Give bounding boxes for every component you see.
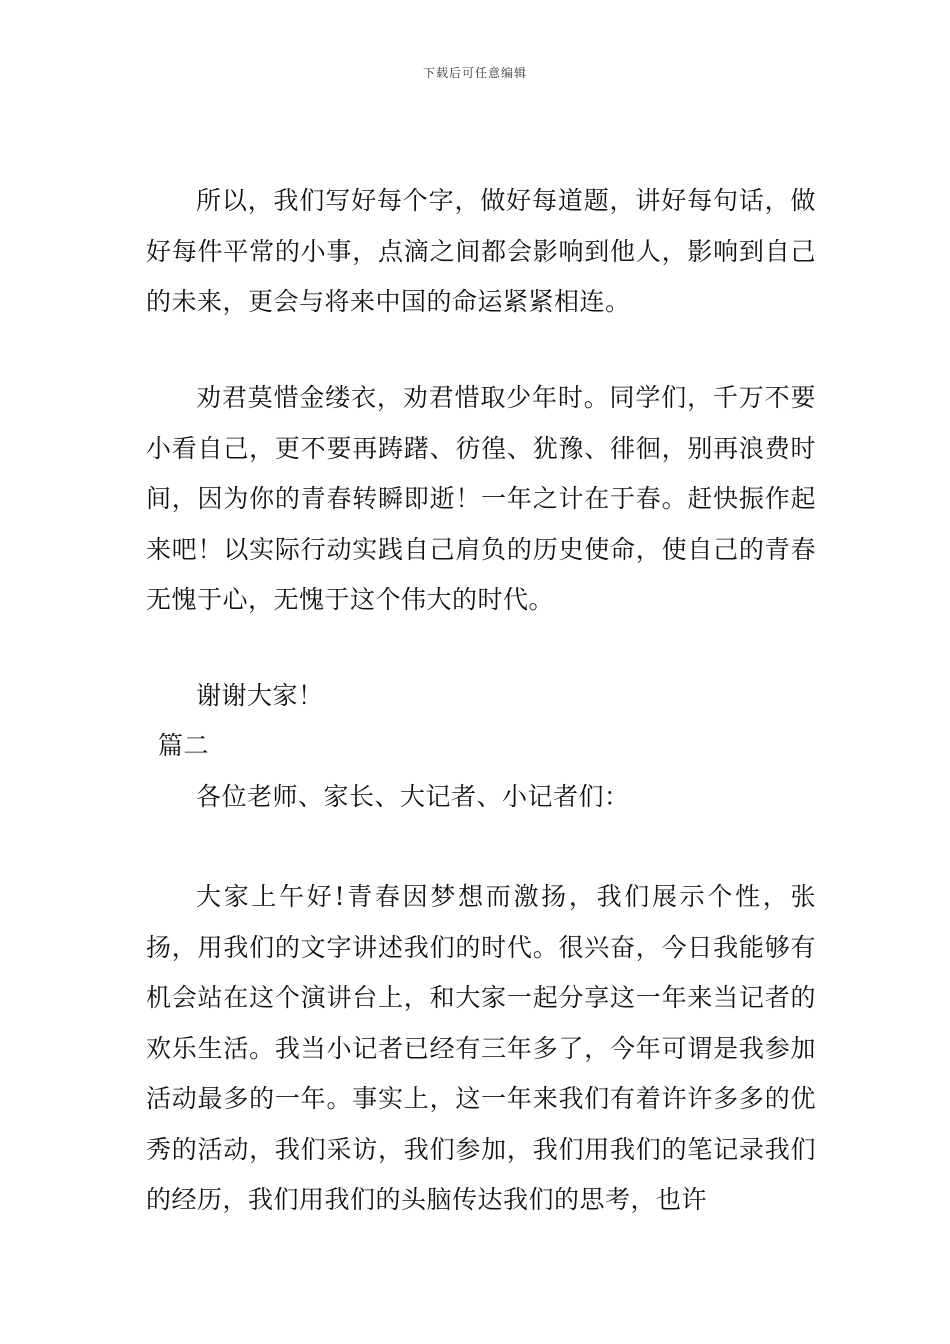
thanks-line: 谢谢大家！ — [196, 681, 324, 710]
greeting-line: 各位老师、家长、大记者、小记者们： — [196, 782, 630, 811]
section-title: 篇二 — [158, 731, 210, 760]
paragraph-1: 所以，我们写好每个字，做好每道题，讲好每句话，做好每件平常的小事，点滴之间都会影响到他人，影响到自己的未来，更会与将来中国的命运紧紧相连。 — [146, 186, 816, 316]
page-header: 下载后可任意编辑 — [422, 66, 527, 80]
paragraph-2: 劝君莫惜金缕衣，劝君惜取少年时。同学们，千万不要小看自己，更不要再踌躇、彷徨、犹豫、徘徊，别再浪费时间，因为你的青春转瞬即逝！一年之计在于春。赶快振作起来吧！以实际行动实践自己肩负的历史使命，使自己的青春无愧于心，无愧于这个伟大的时代。 — [146, 383, 816, 614]
paragraph-4: 大家上午好!青春因梦想而激扬，我们展示个性，张扬，用我们的文字讲述我们的时代。很兴奋，今日我能够有机会站在这个演讲台上，和大家一起分享这一年来当记者的欢乐生活。我当小记者已经有三年多了，今年可谓是我参加活动最多的一年。事实上，这一年来我们有着许许多多的优秀的活动，我们采访，我们参加，我们用我们的笔记录我们的经历，我们用我们的头脑传达我们的思考，也许 — [146, 882, 816, 1214]
